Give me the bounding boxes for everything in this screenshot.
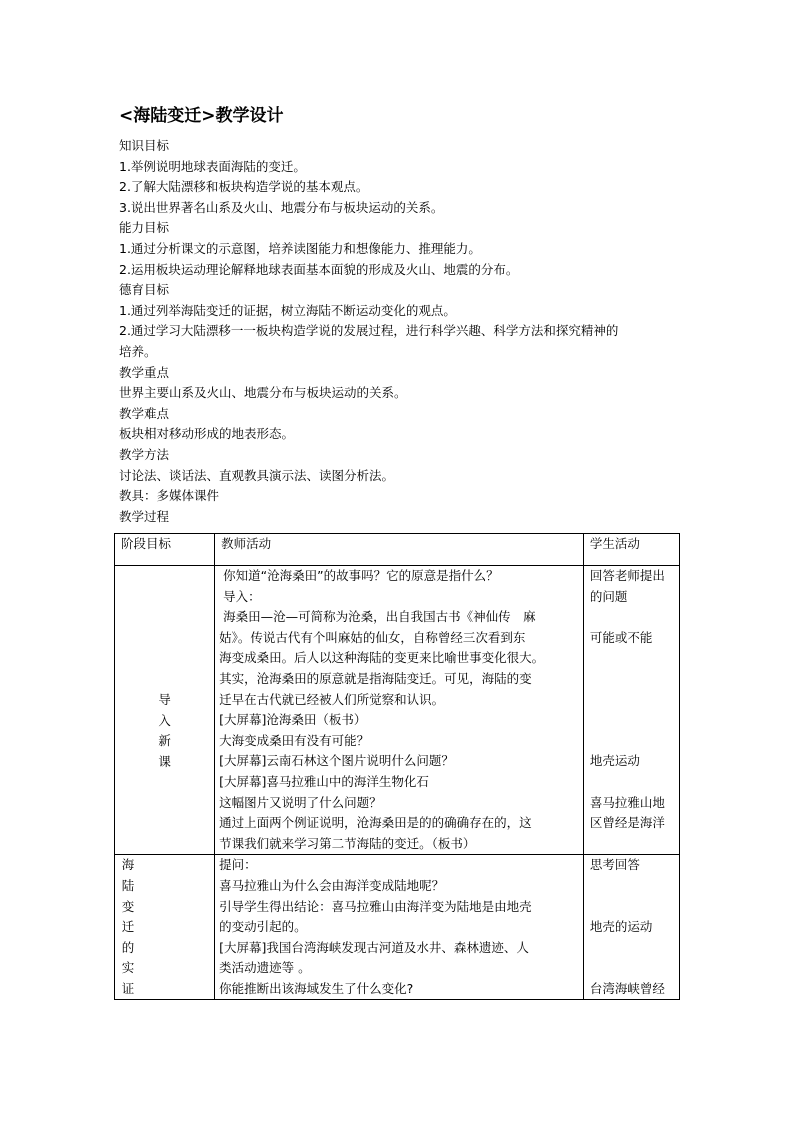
- moral-item: 2.通过学习大陆漂移一一板块构造学说的发展过程，进行科学兴趣、科学方法和探究精神的: [119, 323, 619, 339]
- teacher-line: 大海变成桑田有没有可能？: [219, 732, 370, 748]
- student-line: 回答老师提出: [589, 568, 665, 583]
- student-line: 台湾海峡曾经: [589, 980, 665, 996]
- process-table: [114, 533, 680, 1000]
- knowledge-item: 1.举例说明地球表面海陆的变迁。: [119, 158, 306, 174]
- teacher-line: 导入：: [223, 588, 261, 604]
- stage-label: 导 入 新 课: [158, 692, 171, 769]
- moral-heading: 德育目标: [119, 282, 170, 298]
- key-heading: 教学重点: [119, 364, 170, 380]
- tools-text: 教具：多媒体课件: [119, 488, 220, 504]
- teacher-line: 通过上面两个例证说明，沧海桑田是的的确确存在的，这: [219, 815, 532, 831]
- teacher-line: 提问：: [219, 857, 257, 873]
- student-line: 的问题: [589, 588, 628, 604]
- process-heading: 教学过程: [119, 508, 170, 524]
- moral-item: 1.通过列举海陆变迁的证据，树立海陆不断运动变化的观点。: [119, 302, 456, 318]
- header-cell: 教师活动: [215, 534, 584, 566]
- teacher-activity-cell: [215, 855, 584, 1000]
- teacher-line: 迁早在古代就已经被人们所觉察和认识。: [219, 691, 445, 707]
- teacher-line: 引导学生得出结论：喜马拉雅山由海洋变为陆地是由地壳: [219, 898, 532, 914]
- difficulty-heading: 教学难点: [119, 405, 170, 421]
- teacher-line: 海桑田—沧—可简称为沧桑，出自我国古书《神仙传 麻: [223, 609, 536, 625]
- student-activity-cell: [583, 855, 679, 1000]
- teacher-line: [大屏幕]沧海桑田（板书）: [219, 712, 367, 728]
- method-text: 讨论法、谈话法、直观教具演示法、读图分析法。: [119, 467, 395, 483]
- teacher-line: [大屏幕]我国台湾海峡发现古河道及水井、森林遗迹、人: [219, 939, 529, 955]
- table-row: [115, 566, 680, 855]
- key-text: 世界主要山系及火山、地震分布与板块运动的关系。: [119, 385, 407, 401]
- teacher-line: 喜马拉雅山为什么会由海洋变成陆地呢？: [219, 877, 445, 893]
- teacher-line: 你能推断出该海域发生了什么变化?: [219, 980, 414, 996]
- difficulty-text: 板块相对移动形成的地表形态。: [119, 426, 295, 442]
- teacher-line: 其实，沧海桑田的原意就是指海陆变迁。可见，海陆的变: [219, 670, 532, 686]
- student-line: 思考回答: [589, 857, 640, 873]
- page-title: <海陆变迁>教学设计: [119, 106, 284, 126]
- teacher-line: [大屏幕]云南石林这个图片说明什么问题？: [219, 753, 454, 769]
- teacher-line: 你知道“沧海桑田”的故事吗？它的原意是指什么？: [223, 568, 499, 583]
- method-heading: 教学方法: [119, 446, 170, 462]
- table-row: [115, 855, 680, 1000]
- student-line: 区曾经是海洋: [589, 815, 665, 831]
- ability-item: 2.运用板块运动理论解释地球表面基本面貌的形成及火山、地震的分布。: [119, 261, 519, 277]
- ability-item: 1.通过分析课文的示意图，培养读图能力和想像能力、推理能力。: [119, 240, 481, 256]
- teacher-line: 的变动引起的。: [219, 919, 307, 935]
- header-cell: 学生活动: [583, 534, 679, 566]
- teacher-line: 这幅图片又说明了什么问题？: [219, 794, 382, 810]
- knowledge-item: 3.说出世界著名山系及火山、地震分布与板块运动的关系。: [119, 199, 444, 215]
- ability-heading: 能力目标: [119, 220, 170, 236]
- stage-cell: [115, 855, 215, 1000]
- student-line: 地壳的运动: [589, 919, 653, 935]
- teacher-activity-cell: [215, 566, 584, 855]
- teacher-line: 节课我们就来学习第二节海陆的变迁。（板书）: [219, 835, 476, 851]
- teacher-line: 姑》。传说古代有个叫麻姑的仙女，自称曾经三次看到东: [219, 629, 526, 645]
- moral-item: 培养。: [119, 343, 157, 359]
- knowledge-heading: 知识目标: [119, 138, 170, 153]
- table-header-row: [115, 534, 680, 566]
- document-body: [119, 104, 679, 527]
- teacher-line: 海变成桑田。后人以这种海陆的变更来比喻世事变化很大。: [219, 650, 545, 666]
- student-line: 喜马拉雅山地: [589, 794, 665, 810]
- teacher-line: [大屏幕]喜马拉雅山中的海洋生物化石: [219, 773, 429, 789]
- stage-cell: [115, 566, 215, 855]
- stage-label: 海 陆 变 迁 的 实 证: [121, 857, 135, 996]
- student-line: 地壳运动: [589, 753, 640, 769]
- header-cell: 阶段目标: [115, 534, 215, 566]
- teacher-line: 类活动遗迹等 。: [219, 960, 311, 976]
- knowledge-item: 2.了解大陆漂移和板块构造学说的基本观点。: [119, 179, 369, 195]
- student-line: 可能或不能: [589, 629, 653, 645]
- student-activity-cell: [583, 566, 679, 855]
